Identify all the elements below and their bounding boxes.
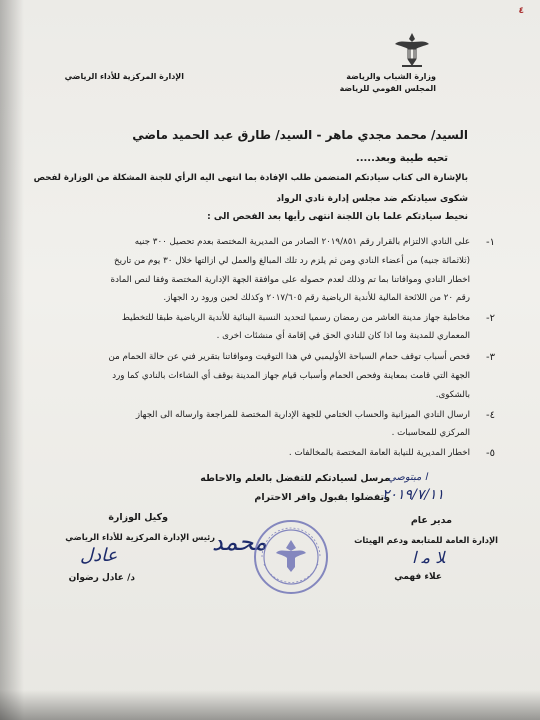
item-number: ٣- [486,352,495,363]
item-line: بالشكوى. [435,390,470,400]
item-number: ٢- [486,313,495,324]
council-name: المجلس القومي للرياضة [339,84,436,93]
left-signature-department: رئيس الإدارة المركزية للأداء الرياضي [65,532,215,542]
item-line: (ثلاثمائة جنيه) من أعضاء النادي ومن ثم يلزم رد تلك المبالغ والعمل لي ازالتها خلال ٣٠ يوم من تاريخ [113,256,470,266]
handwritten-date: ٢٠١٩/٧/١١ [382,487,445,503]
left-signature-name: د/ عادل رضوان [68,573,135,583]
intro-line-1: بالإشارة الى كتاب سيادتكم المتضمن طلب الإفادة بما انتهى اليه الرأي للجنة المشكلة من الوزارة لفحص [33,173,468,183]
item-line: على النادي الالتزام بالقرار رقم ٢٠١٩/٨٥١ الصادر من المديرية المختصة بعدم تحصيل ٣٠٠ جنيه [134,237,470,247]
closing-line-1: مرسل لسيادتكم للتفضل بالعلم والاحاطه [200,473,390,484]
closing-line-2: وتفضلوا بقبول وافر الاحترام [254,492,390,503]
item-line: فحص أسباب توقف حمام السباحة الأوليمبي في هذا التوقيت وموافاتنا بتقرير فني عن حالة الحمام من [108,352,470,362]
item-number: ٤- [486,410,495,421]
right-signature-name: علاء فهمي [394,572,442,582]
department-name: الإدارة المركزية للأداء الرياضي [64,72,184,81]
item-number: ١- [486,237,495,248]
handwritten-note: ا مبتوصي [388,472,428,483]
right-signature-title: مدير عام [410,515,452,526]
center-signature-scribble: ﻣﺤﻤﺪ [212,528,267,556]
right-signature-department: الإدارة العامة للمتابعة ودعم الهيئات [354,535,498,545]
item-line: رقم ٢٠ من اللائحة المالية للأندية الرياضية رقم ٢٠١٧/٦٠٥ وكذلك لحين ورود رد الجهاز. [163,293,470,303]
page-shadow-left [0,0,24,720]
item-line: المعماري للمدينة وما اذا كان للنادي الحق في إقامة أي منشئات اخرى . [216,331,470,341]
page-shadow-bottom [0,690,540,720]
addressee: السيد/ محمد مجدي ماهر - السيد/ طارق عبد الحميد ماضي [132,128,468,142]
official-stamp-icon [252,518,330,596]
eagle-emblem-icon [393,30,431,70]
item-line: ارسال النادي الميزانية والحساب الختامي للجهة الإدارية المختصة للمراجعة وارساله الى الجهاز [135,410,470,420]
item-line: مخاطبة جهاز مدينة العاشر من رمضان رسميا لتحديد النسبة البنائية للأندية الرياضية طبقا للتخطيط [121,313,470,323]
intro-line-2: شكوى سيادتكم ضد مجلس إدارة نادي الرواد [276,194,468,204]
ministry-name: وزارة الشباب والرياضة [346,72,436,81]
item-line: المركزي للمحاسبات . [391,428,470,438]
right-signature-scribble: ﻼ ﻣ ﺍ [412,548,445,567]
page-corner-mark: ٤ [518,6,524,16]
item-number: ٥- [486,448,495,459]
left-signature-title: وكيل الوزارة [108,512,168,523]
item-line: الجهة التي قامت بمعاينة وفحص الحمام وأسباب قيام جهاز المدينة بوقف أي الشاءات بالنادي كما ورد [112,371,470,381]
item-line: اخطار النادي وموافاتنا بما تم وذلك لعدم حصوله على موافقة الجهة الإدارية المختصة وفقا لنص المادة [110,275,470,285]
greeting: تحيه طيبة وبعد..... [355,153,448,164]
item-line: اخطار المديرية للنيابة العامة المختصة بالمخالفات . [288,448,470,458]
intro-line-3: نحيط سيادتكم علما بان اللجنة انتهى رأيها بعد الفحص الى : [207,212,468,222]
left-signature-scribble: ﻋﺎﺩﻝ [80,545,118,566]
